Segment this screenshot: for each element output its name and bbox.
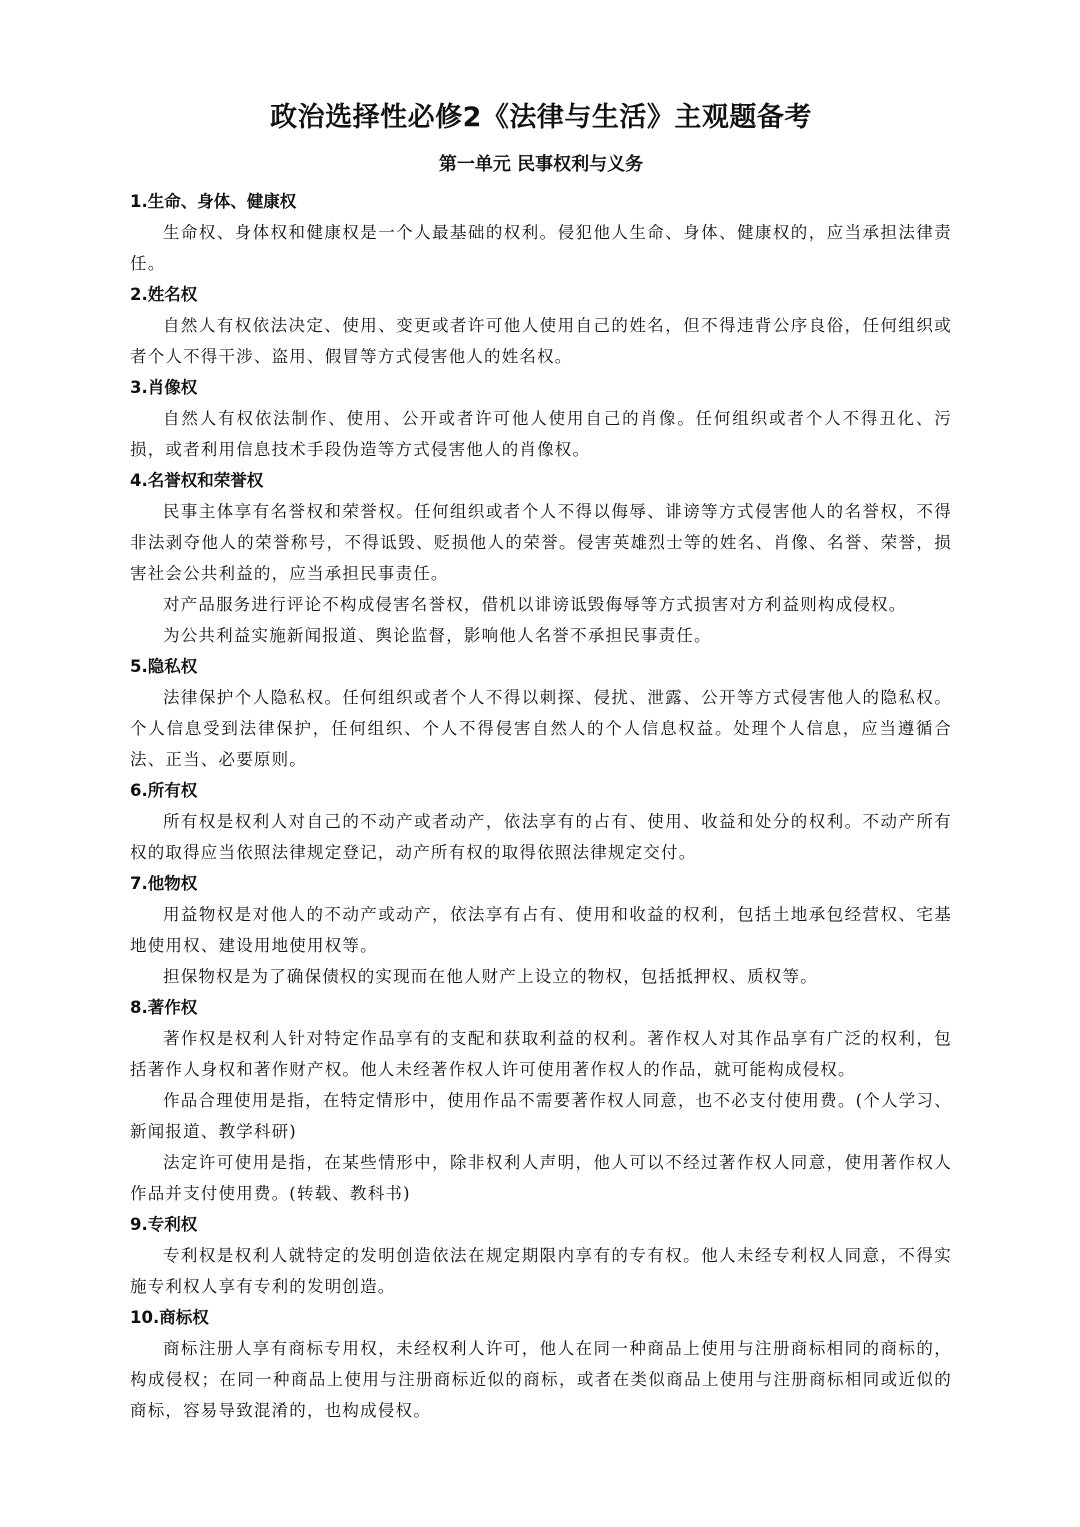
- section-heading: 8.著作权: [130, 998, 198, 1017]
- section-paragraph: 担保物权是为了确保债权的实现而在他人财产上设立的物权，包括抵押权、质权等。: [163, 967, 818, 986]
- section-heading: 3.肖像权: [130, 378, 198, 397]
- section-paragraph: 为公共利益实施新闻报道、舆论监督，影响他人名誉不承担民事责任。: [163, 626, 712, 645]
- document-page: [130, 96, 952, 1426]
- section-heading: 5.隐私权: [130, 657, 198, 676]
- section: [130, 186, 952, 279]
- section-paragraph: 生命权、身体权和健康权是一个人最基础的权利。侵犯他人生命、身体、健康权的，应当承担法律责任。: [130, 223, 952, 273]
- section-paragraph: 自然人有权依法制作、使用、公开或者许可他人使用自己的肖像。任何组织或者个人不得丑化、污损，或者利用信息技术手段伪造等方式侵害他人的肖像权。: [130, 409, 952, 459]
- section: [130, 465, 952, 651]
- section: [130, 372, 952, 465]
- section-heading: 2.姓名权: [130, 285, 198, 304]
- section: [130, 1209, 952, 1302]
- section-paragraph: 自然人有权依法决定、使用、变更或者许可他人使用自己的姓名，但不得违背公序良俗，任何组织或者个人不得干涉、盗用、假冒等方式侵害他人的姓名权。: [130, 316, 952, 366]
- section-paragraph: 作品合理使用是指，在特定情形中，使用作品不需要著作权人同意，也不必支付使用费。(个人学习、新闻报道、教学科研): [130, 1091, 952, 1141]
- section-paragraph: 著作权是权利人针对特定作品享有的支配和获取利益的权利。著作权人对其作品享有广泛的权利，包括著作人身权和著作财产权。他人未经著作权人许可使用著作权人的作品，就可能构成侵权。: [130, 1029, 952, 1079]
- section-paragraph: 所有权是权利人对自己的不动产或者动产，依法享有的占有、使用、收益和处分的权利。不动产所有权的取得应当依照法律规定登记，动产所有权的取得依照法律规定交付。: [130, 812, 952, 862]
- document-title: 政治选择性必修2《法律与生活》主观题备考: [270, 102, 812, 133]
- section-paragraph: 法定许可使用是指，在某些情形中，除非权利人声明，他人可以不经过著作权人同意，使用著作权人作品并支付使用费。(转载、教科书): [130, 1153, 952, 1203]
- section-paragraph: 专利权是权利人就特定的发明创造依法在规定期限内享有的专有权。他人未经专利权人同意，不得实施专利权人享有专利的发明创造。: [130, 1246, 952, 1296]
- section-paragraph: 对产品服务进行评论不构成侵害名誉权，借机以诽谤诋毁侮辱等方式损害对方利益则构成侵权。: [163, 595, 907, 614]
- section: [130, 775, 952, 868]
- unit-title: 第一单元 民事权利与义务: [438, 154, 644, 175]
- section: [130, 651, 952, 775]
- section: [130, 992, 952, 1209]
- section: [130, 1302, 952, 1426]
- section-paragraph: 商标注册人享有商标专用权，未经权利人许可，他人在同一种商品上使用与注册商标相同的商标的，构成侵权；在同一种商品上使用与注册商标近似的商标，或者在类似商品上使用与注册商标相同或近似的商标，容易导致混淆的，也构成侵权。: [130, 1339, 952, 1420]
- section-heading: 7.他物权: [130, 874, 198, 893]
- section-heading: 9.专利权: [130, 1215, 198, 1234]
- section-heading: 4.名誉权和荣誉权: [130, 471, 264, 490]
- section-paragraph: 法律保护个人隐私权。任何组织或者个人不得以刺探、侵扰、泄露、公开等方式侵害他人的隐私权。个人信息受到法律保护，任何组织、个人不得侵害自然人的个人信息权益。处理个人信息，应当遵循合法、正当、必要原则。: [130, 688, 952, 769]
- section: [130, 279, 952, 372]
- section-paragraph: 用益物权是对他人的不动产或动产，依法享有占有、使用和收益的权利，包括土地承包经营权、宅基地使用权、建设用地使用权等。: [130, 905, 952, 955]
- section-heading: 1.生命、身体、健康权: [130, 192, 297, 211]
- section-heading: 10.商标权: [130, 1308, 209, 1327]
- section-heading: 6.所有权: [130, 781, 198, 800]
- section-paragraph: 民事主体享有名誉权和荣誉权。任何组织或者个人不得以侮辱、诽谤等方式侵害他人的名誉权，不得非法剥夺他人的荣誉称号，不得诋毁、贬损他人的荣誉。侵害英雄烈士等的姓名、肖像、名誉、荣誉，损害社会公共利益的，应当承担民事责任。: [130, 502, 952, 583]
- section: [130, 868, 952, 992]
- sections-container: [130, 186, 952, 1426]
